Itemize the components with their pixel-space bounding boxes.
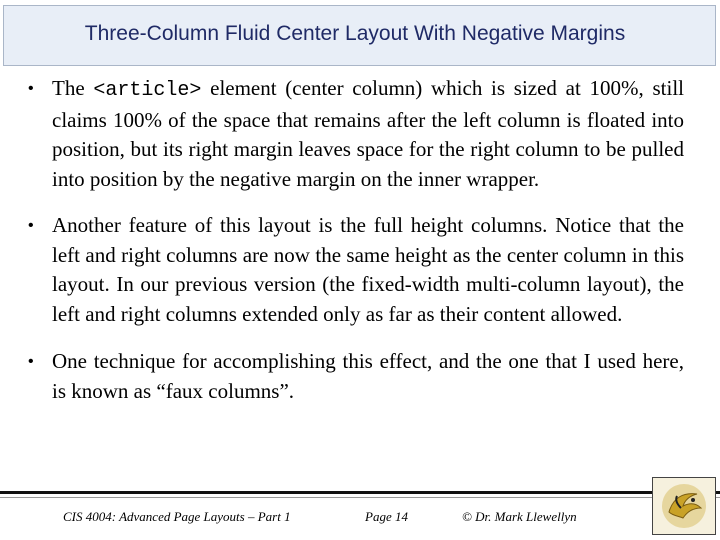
bullet-text-pre: The: [52, 76, 94, 100]
bullet-item: [28, 211, 684, 329]
bullet-code: <article>: [93, 79, 202, 102]
footer-rule: [0, 491, 720, 494]
footer-author: © Dr. Mark Llewellyn: [462, 509, 577, 524]
bullet-item: [28, 347, 684, 406]
bullet-dot-icon: •: [28, 217, 34, 234]
bullet-dot-icon: •: [28, 80, 34, 97]
bullet-list: [28, 74, 684, 422]
footer-course: CIS 4004: Advanced Page Layouts – Part 1: [63, 509, 291, 524]
bullet-text: One technique for accomplishing this effect, and the one that I used here, is known as “faux columns”.: [52, 349, 684, 403]
bullet-text-post: element (center column) which is sized at 100%, still claims 100% of the space that remains after the left column is floated into position, but its right margin leaves space for the right column to be pulled into position by the negative margin on the inner wrapper.: [52, 76, 684, 191]
footer-page-number: Page 14: [365, 509, 408, 524]
bullet-item: [28, 74, 684, 194]
bullet-text: Another feature of this layout is the full height columns. Notice that the left and right columns are now the same height as the center column in this layout. In our previous version (the fixed-width multi-column layout), the left and right columns extended only as far as their content allowed.: [52, 213, 684, 326]
bullet-dot-icon: •: [28, 353, 34, 370]
ucf-pegasus-logo-icon: [652, 477, 716, 535]
slide-title: Three-Column Fluid Center Layout With Negative Margins: [84, 22, 626, 45]
